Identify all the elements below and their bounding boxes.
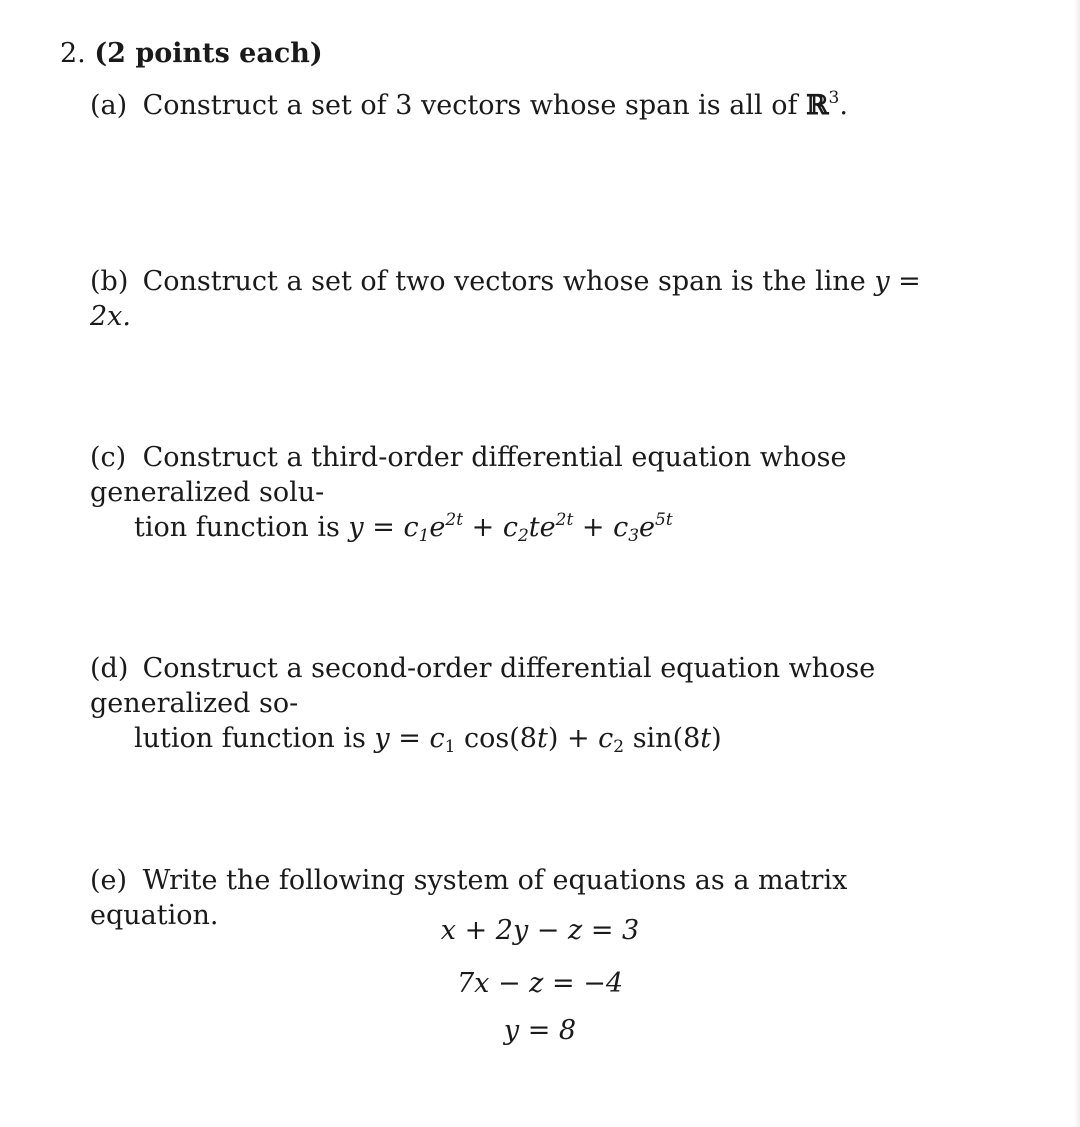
part-c-label: (c) (90, 442, 127, 473)
problem-points: (2 points each) (94, 38, 323, 69)
part-a (90, 88, 960, 123)
part-c-line2: tion function is (134, 512, 349, 543)
part-b (90, 264, 960, 334)
part-c-solution: $y = c_1e^{2t} + c_2te^{2t} + c_3e^{5t}$ (348, 510, 673, 546)
part-d-line1: Construct a second-order differential equation whose generalized so- (90, 653, 876, 719)
system-equation-1: x + 2y − z = 3 (440, 915, 640, 946)
page-edge-shadow (1074, 0, 1080, 1127)
part-e-label: (e) (90, 865, 128, 896)
part-e-text: Write the following system of equations as a matrix equation. (90, 865, 848, 931)
part-a-exponent: 3 (828, 88, 840, 108)
part-d-line2: lution function is (134, 723, 375, 754)
part-b-label: (b) (90, 266, 129, 297)
part-d-solution: $y = c_1$ $\cos(8t) + c_2$ sin(8t) (374, 723, 722, 757)
part-d-label: (d) (90, 653, 129, 684)
part-b-text: Construct a set of two vectors whose span is the line (142, 266, 875, 297)
part-b-line-equation: y = 2x. (90, 266, 921, 332)
system-equation-2: 7x − z = −4 (456, 968, 623, 999)
part-a-text: Construct a set of 3 vectors whose span is all of (142, 90, 807, 121)
problem-header (60, 38, 323, 69)
part-d (90, 651, 960, 756)
system-equation-3: y = 8 (503, 1015, 577, 1046)
part-c-line1: Construct a third-order differential equation whose generalized solu- (90, 442, 847, 508)
part-a-period: . (839, 90, 848, 121)
part-a-reals-symbol: ℝ (806, 90, 829, 121)
part-c (90, 440, 960, 545)
part-a-label: (a) (90, 90, 128, 121)
problem-number: 2. (60, 38, 86, 69)
